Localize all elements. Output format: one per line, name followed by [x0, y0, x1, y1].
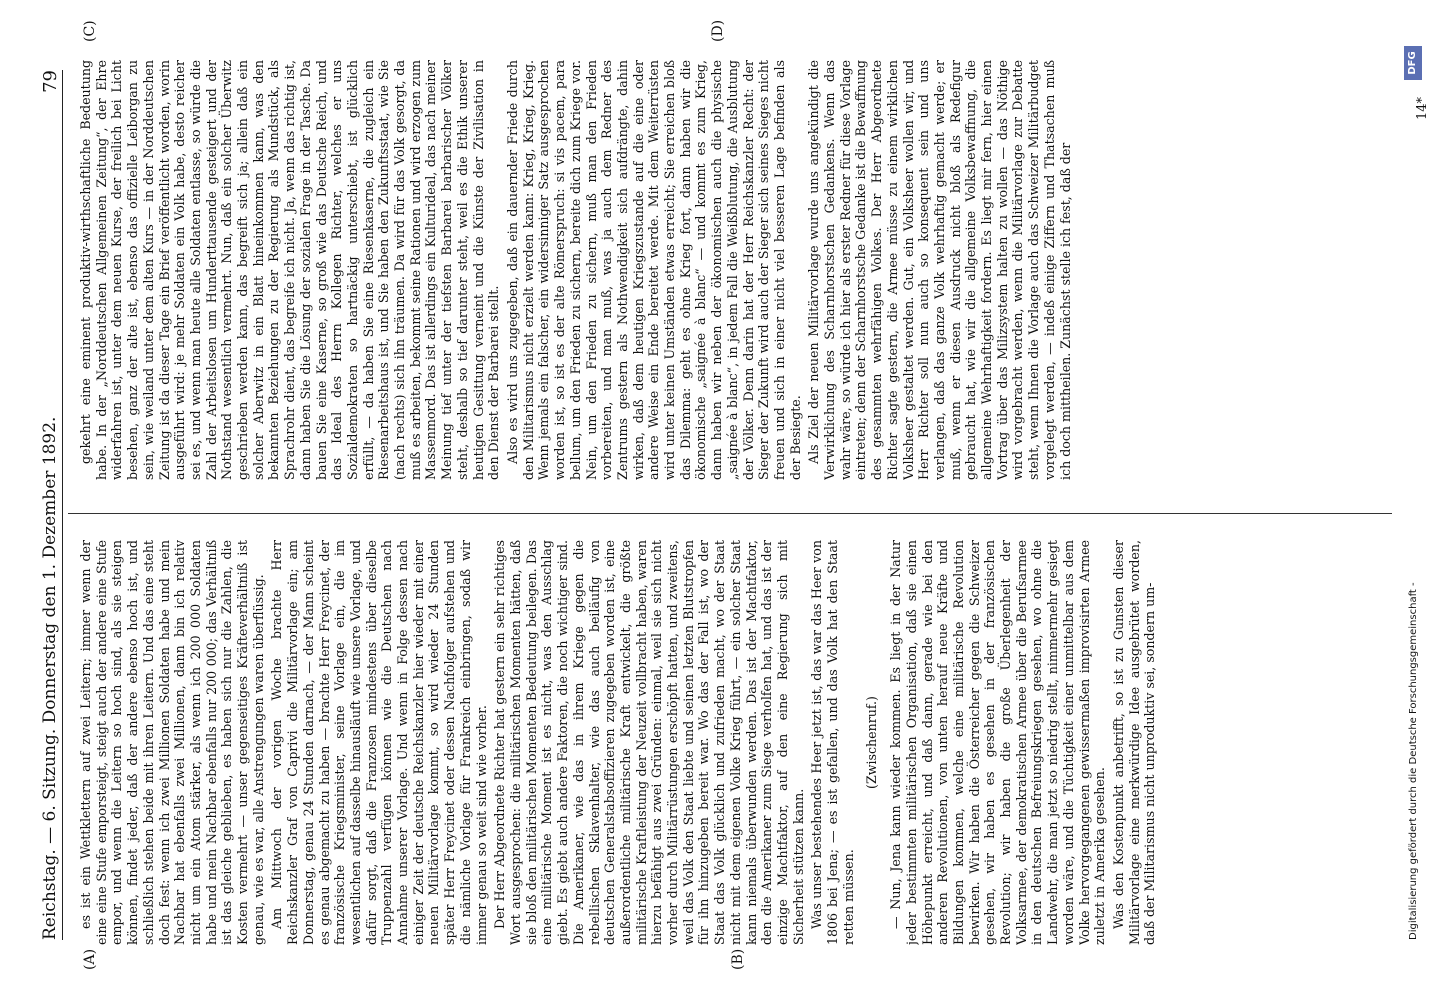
right-paragraph: Also es wird uns zugegeben, daß ein dauernder Friede durch den Militarismus nicht erzielt werden kann: Krieg, Krieg, Krieg. Wenn jemals ein falscher, ein widersinniger Satz ausgesprochen worden ist, so ist es der alte Römerspruch: si vis pacem, para bellum, um den Frieden zu sichern, bereite dich zum Kriege vor. Nein, um den Frieden zu sichern, muß man den Frieden vorbereiten, und man muß, was ja auch dem Redner des Zentrums gestern als Nothwendigkeit sich aufdrängte, dahin wirken, daß dem heutigen Kriegszustande auf die eine oder andere Weise ein Ende bereitet werde. Mit dem Weiterrüsten wird unter keinen Umständen etwas erreicht; Sie erreichen bloß das Dilemma: geht es ohne Krieg fort, dann haben wir die ökonomische „saignée à blanc“ — und kommt es zum Krieg, dann haben wir neben der ökonomischen auch die physische „saignée à blanc“, in jedem Fall die Weißblutung, die Ausblutung der Völker. Denn darin hat der Herr Reichskanzler Recht: der Sieger der Zukunft wird auch der Sieger sich seines Sieges nicht freuen und sich in einer nicht viel besseren Lage befinden als der Besiegte.: [504, 60, 803, 480]
left-paragraph: Am Mittwoch der vorigen Woche brachte Herr Reichskanzler Graf von Caprivi die Militärvorlage ein; am Donnerstag, genau 24 Stunden darnach, — der Mann scheint es genau abgemacht zu haben — brachte Herr Freycinet, der französische Kriegsminister, seine Vorlage ein, die im wesentlichen auf dasselbe hinausläuft wie unsere Vorlage, und dafür sorgt, daß die Franzosen mindestens über dieselbe Truppenzahl verfügen können wie die Deutschen nach Annahme unserer Vorlage. Und wenn in Folge dessen nach einiger Zeit der deutsche Reichskanzler hier wieder mit einer neuen Militärvorlage kommt, so wird wieder 24 Stunden später Herr Freycinet oder dessen Nachfolger aufstehen und die nämliche Vorlage für Frankreich einbringen, sodaß wir immer genau so weit sind wie vorher.: [269, 540, 489, 945]
page-header: [40, 70, 63, 940]
margin-letter-c: (C): [82, 20, 98, 42]
margin-letter-a: (A): [82, 948, 98, 970]
header-title: Reichstag. — 6. Sitzung. Donnerstag den 1. Dezember 1892.: [40, 416, 60, 940]
header-page-number: 79: [40, 70, 61, 93]
column-divider: [68, 513, 1392, 514]
bottom-page-number: 14*: [1415, 96, 1430, 120]
right-paragraph: Als Ziel der neuen Militärvorlage wurde uns angekündigt die Verwirklichung des Scharnhorstschen Gedankens. Wenn das wahr wäre, so würde ich hier als erster Redner für diese Vorlage eintreten; denn der Scharnhorstsche Gedanke ist die Bewaffnung des gesammten wehrfähigen Volkes. Der Herr Abgeordnete Richter sagte gestern, die Armee müsse zu einem wirklichen Volksheer gestaltet werden. Gut, ein Volksheer wollen wir, und Herr Richter soll nun auch so konsequent sein und uns verlangen, daß das ganze Volk wehrhaftig gemacht werde; er muß, wenn er diesen Ausdruck nicht bloß als Redefigur gebraucht hat, wie wir die allgemeine Volksbewaffnung, die allgemeine Wehrhaftigkeit fordern. Es liegt mir fern, hier einen Vortrag über das Milizsystem halten zu wollen — das Nöthige wird vorgebracht werden, wenn die Militärvorlage zur Debatte steht, wenn Ihnen die Vorlage auch das Schweizer Militärbudget vorgelegt werden, — indeß einige Ziffern und Thatsachen muß ich doch mittheilen. Zunächst stelle ich fest, daß der: [806, 60, 1073, 480]
digitization-credit: Digitalisierung gefördert durch die Deutsche Forschungsgemeinschaft -: [1408, 582, 1419, 940]
interjection: (Zwischenruf.): [864, 696, 880, 789]
right-column: [78, 60, 1402, 480]
left-paragraph: Was unser bestehendes Heer jetzt ist, das war das Heer von 1806 bei Jena; — es ist gefallen, und das Volk hat den Staat retten müssen.: [809, 540, 856, 945]
dfg-logo: DFG: [1404, 46, 1422, 80]
margin-letter-b: (B): [730, 948, 746, 970]
left-paragraph: Der Herr Abgeordnete Richter hat gestern ein sehr richtiges Wort ausgesprochen: die militärischen Momenten hätten, daß sie bloß den militärischen Momenten Bedeutung beilegen. Das eine militärische Moment ist es nicht, was den Ausschlag giebt. Es giebt auch andere Faktoren, die noch wichtiger sind. Die Amerikaner, wie das in ihrem Kriege gegen die rebellischen Sklavenhalter, wie das auch beiläufig von deutschen Generalstabsoffizieren zugegeben worden ist, eine außerordentliche militärische Kraft entwickelt, die größte militärische Kraftleistung der Neuzeit vollbracht haben, waren hierzu befähigt aus zwei Gründen: einmal, weil sie sich nicht vorher durch Militärrüstungen erschöpft hatten, und zweitens, weil das Volk den Staat liebte und seinen letzten Blutstropfen für ihn hinzugeben bereit war. Wo das der Fall ist, wo der Staat das Volk glücklich und zufrieden macht, wo der Staat nicht mit dem eigenen Volke Krieg führt, — ein solcher Staat kann niemals überwunden werden. Das ist der Machtfaktor, den die Amerikaner zum Siege verholfen hat, und das ist der einzige Machtfaktor, auf den eine Regierung sich mit Sicherheit stützen kann.: [492, 540, 806, 945]
left-column: [78, 540, 1402, 945]
left-paragraph: Was den Kostenpunkt anbetrifft, so ist zu Gunsten dieser Militärvorlage eine merkwürdige Idee ausgebrütet worden, daß der Militarismus nicht unproduktiv sei, sondern um-: [1111, 540, 1158, 945]
right-paragraph: gekehrt eine eminent produktiv-wirthschaftliche Bedeutung habe. In der „Norddeutschen Allgemeinen Zeitung“, der Ehre widerfahren ist, unter dem neuen Kurse, der freilich bei Licht besehen, ganz der alte ist, ebenso das offizielle Leiborgan zu sein, wie weiland unter dem alten Kurs — in der Norddeutschen Zeitung ist da dieser Tage ein Brief veröffentlicht worden, worin ausgeführt wird: je mehr Soldaten ein Volk habe, desto reicher sei es, und wenn man heute alle Soldaten entlasse, so würde die Zahl der Arbeitslosen um Hunderttausende gesteigert und der Nothstand wesentlich vermehrt. Nun, daß ein solcher Überwitz geschrieben werden kann, das begreift sich ja; allein daß ein solcher Aberwitz in ein Blatt hineinkommen kann, was den bekannten Beziehungen zu der Regierung als Mundstück, als Sprachrohr dient, das begreife ich nicht. Ja, wenn das richtig ist, dann haben Sie die Lösung der sozialen Frage in der Tasche. Da bauen Sie eine Kaserne, so groß wie das Deutsche Reich, und das Ideal des Herrn Kollegen Richter, welches er uns Sozialdemokraten so hartnäckig unterschiebt, ist glücklich erfüllt, — da haben Sie eine Riesenkaserne, die zugleich ein Riesenarbeitshaus ist, und Sie haben den Zukunftsstaat, wie Sie (nach rechts) sich ihn träumen. Da wird für das Volk gesorgt, da muß es arbeiten, bekommt seine Rationen und wird erzogen zum Massenmord. Das ist allerdings ein Kulturideal, das nach meiner Meinung tief unter der tiefsten Barbarei barbarischer Völker steht, deshalb so tief darunter steht, weil es die Ethik unserer heutigen Gesittung verneint und die Künste der Zivilisation in den Dienst der Barbarei stellt.: [78, 60, 502, 480]
margin-letter-d: (D): [710, 19, 726, 42]
left-paragraph: — Nun, Jena kann wieder kommen. Es liegt in der Natur jeder bestimmten militärischen Organisation, daß sie einen Höhepunkt erreicht, und daß dann, gerade wie bei den anderen Revolutionen, von unten herauf neue Kräfte und Bildungen kommen, welche eine militärische Revolution bewirken. Wir haben die Österreicher gegen die Schweizer gesehen, wir haben es gesehen in der französischen Revolution; wir haben die große Überlegenheit der Volksarmee, der demokratischen Armee über die Berufsarmee in den deutschen Befreiungskriegen gesehen, wo ohne die Landwehr, die man jetzt so niedrig stellt, nimmermehr gesiegt worden wäre, und die Tüchtigkeit einer unmittelbar aus dem Volke hervorgegangenen gewissermaßen improvisirten Armee zuletzt in Amerika gesehen.: [888, 540, 1108, 945]
left-paragraph: es ist ein Wettklettern auf zwei Leitern; immer wenn der eine eine Stufe emporsteigt, steigt auch der andere eine Stufe empor, und wenn die Leitern so hoch sind, als sie steigen können, findet jeder, daß der andere ebenso hoch ist, und schließlich stehen beide mit ihren Leitern. Und das eine steht doch fest: wenn ich zwei Millionen Soldaten habe und mein Nachbar hat ebenfalls zwei Millionen, dann bin ich relativ nicht um ein Atom stärker, als wenn ich 200 000 Soldaten habe und mein Nachbar ebenfalls nur 200 000; das Verhältniß ist das gleiche geblieben, es haben sich nur die Zahlen, die Kosten vermehrt — unser gegenseitiges Kräfteverhältniß ist genau, wie es war, alle Anstrengungen waren überflüssig.: [78, 540, 266, 945]
